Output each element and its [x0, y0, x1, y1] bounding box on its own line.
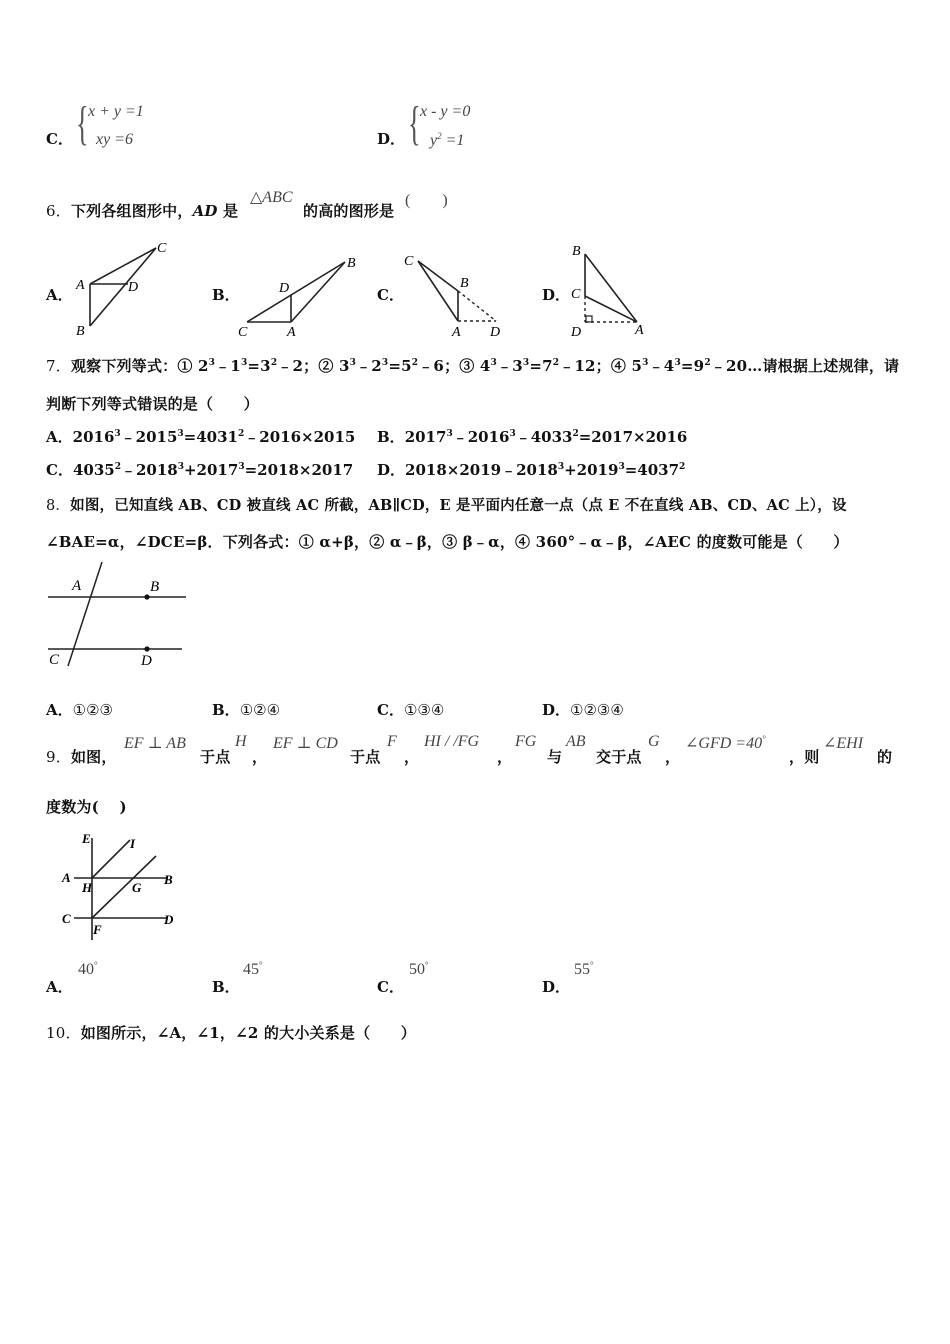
q9-stem-start: 9．如图，	[46, 748, 117, 766]
q6-figb-label-a: A	[287, 325, 296, 340]
q6-figure-c	[400, 245, 510, 340]
q6-option-a-label: A．	[46, 286, 73, 304]
q9-math-ef-perp-ab: EF ⊥ AB	[124, 735, 186, 752]
q9-fig-label-g: G	[132, 880, 142, 895]
q5-option-c-label: C．	[46, 130, 73, 148]
q6-option-c-label: C．	[377, 286, 404, 304]
q9-text-de: 的	[877, 748, 893, 766]
q6-figure-a	[70, 238, 180, 338]
q6-figd-label-b: B	[572, 244, 581, 259]
q6-figc-label-c: C	[404, 254, 414, 269]
q9-fig-label-i: I	[130, 836, 136, 851]
q9-math-hi-parallel-fg: HI / /FG	[424, 733, 480, 750]
q9-option-c-value: 50°	[409, 960, 429, 978]
q9-math-ef-perp-cd: EF ⊥ CD	[273, 735, 338, 752]
q7-stem-line2: 判断下列等式错误的是（ ）	[46, 395, 259, 413]
q9-math-g: G	[648, 733, 660, 750]
q9-comma-2: ，	[404, 748, 420, 766]
q7-option-b: B．$2017^3﹣2016^3﹣4033^2=2017\times 2016$	[377, 428, 688, 446]
q9-comma-3: ，	[497, 748, 513, 766]
q6-figa-label-c: C	[157, 241, 167, 256]
q7-stem-line1: 7．观察下列等式：① $2^3﹣1^3=3^2﹣2$；② $3^3﹣2^3=5^2﹣6$；③ $4^3﹣3^3=7^2﹣12$；④ $5^3﹣4^3=9^2﹣20\dots$请根据上述规律，请	[46, 357, 900, 375]
q6-figc-label-b: B	[460, 276, 469, 291]
q9-comma-4: ，	[665, 748, 681, 766]
q9-option-c-label: C．	[377, 978, 404, 996]
q8-fig-label-a: A	[72, 578, 82, 594]
q7-option-d: D．$2018\times 2019﹣2018^3+2019^3=4037^2$	[377, 461, 686, 479]
q8-option-c: C．①③④	[377, 701, 445, 719]
q6-figc-label-a: A	[452, 325, 461, 340]
q9-comma-1: ，	[252, 748, 268, 766]
q8-stem-line2: ∠BAE=α，∠DCE=β．下列各式：① α+β，② α﹣β，③ β﹣α，④ 360°﹣α﹣β，∠AEC 的度数可能是（ ）	[46, 533, 849, 551]
q8-stem-line1: 8．如图，已知直线 AB、CD 被直线 AC 所截，AB∥CD，E 是平面内任意一点（点 E 不在直线 AB、CD、AC 上），设	[46, 497, 847, 514]
q5-option-c-line1: x + y =1	[88, 103, 144, 120]
q6-figb-label-b: B	[347, 256, 356, 271]
q5-option-d-line1: x - y =0	[420, 103, 471, 120]
q9-fig-label-d: D	[164, 912, 174, 927]
q6-figd-label-d: D	[571, 325, 582, 340]
q8-fig-label-d: D	[141, 653, 152, 669]
q6-figd-label-c: C	[571, 287, 581, 302]
q6-figure-b	[235, 250, 365, 340]
q7-option-c: C．$4035^2﹣2018^3+2017^3=2018\times 2017$	[46, 461, 354, 479]
q6-answer-paren: ( )	[405, 192, 448, 209]
q9-fig-label-e: E	[82, 831, 91, 846]
q9-option-d-value: 55°	[574, 960, 594, 978]
q6-figc-label-d: D	[490, 325, 501, 340]
q9-fig-label-c: C	[62, 911, 71, 926]
q9-math-f: F	[387, 733, 397, 750]
q6-triangle-abc: △ABC	[250, 189, 293, 206]
q9-text-jiaoyudian: 交于点	[596, 748, 642, 766]
q9-option-a-value: 40°	[78, 960, 98, 978]
q5-option-d-label: D．	[377, 130, 406, 148]
q6-option-b-label: B．	[212, 286, 240, 304]
q9-text-yudian-2: 于点	[350, 748, 381, 766]
q9-fig-label-b: B	[164, 872, 173, 887]
q9-fig-label-a: A	[62, 870, 71, 885]
q9-fig-label-h: H	[82, 880, 93, 895]
q6-figure-d	[565, 240, 665, 340]
q6-figa-label-a: A	[76, 278, 85, 293]
q9-math-h: H	[235, 733, 247, 750]
q7-option-a: A．$2016^3﹣2015^3=4031^2﹣2016\times 2015$	[46, 428, 356, 446]
q9-math-angle-ehi: ∠EHI	[823, 735, 864, 752]
q6-figb-label-c: C	[238, 325, 248, 340]
q9-option-d-label: D．	[542, 978, 571, 996]
q5-option-d-brace: {	[408, 97, 421, 150]
q8-option-d: D．①②③④	[542, 701, 624, 719]
q6-figd-label-a: A	[635, 323, 644, 338]
q9-figure	[56, 826, 186, 944]
q8-figure	[44, 560, 194, 672]
q6-figb-label-d: D	[279, 281, 290, 296]
q9-option-a-label: A．	[46, 978, 73, 996]
q5-option-c-brace: {	[76, 97, 89, 150]
q9-math-ab: AB	[566, 733, 586, 750]
q9-math-fg: FG	[515, 733, 537, 750]
q8-fig-label-b: B	[150, 579, 160, 595]
q9-text-ze: ，则	[789, 748, 820, 766]
q9-stem-line2: 度数为( )	[46, 798, 127, 816]
q9-option-b-value: 45°	[243, 960, 263, 978]
q8-option-b: B．①②④	[212, 701, 281, 719]
q9-text-yu: 与	[547, 748, 563, 766]
q8-fig-label-c: C	[49, 652, 60, 668]
q6-figa-label-d: D	[128, 280, 139, 295]
q6-option-d-label: D．	[542, 286, 571, 304]
q5-option-d-line2: $y^2 =1$	[430, 131, 465, 149]
q6-stem-tail: 的高的图形是	[303, 202, 395, 220]
q6-stem: 6．下列各组图形中，AD 是	[46, 202, 239, 220]
q9-option-b-label: B．	[212, 978, 240, 996]
q9-fig-label-f: F	[93, 922, 102, 937]
q8-option-a: A．①②③	[46, 701, 113, 719]
q6-figa-label-b: B	[76, 324, 85, 338]
q5-option-c-line2: xy =6	[96, 131, 133, 148]
q10-stem: 10．如图所示，∠A，∠1，∠2 的大小关系是（ ）	[46, 1024, 416, 1042]
q9-math-angle-gfd: ∠GFD =40°	[685, 734, 766, 752]
q9-text-yudian-1: 于点	[200, 748, 231, 766]
